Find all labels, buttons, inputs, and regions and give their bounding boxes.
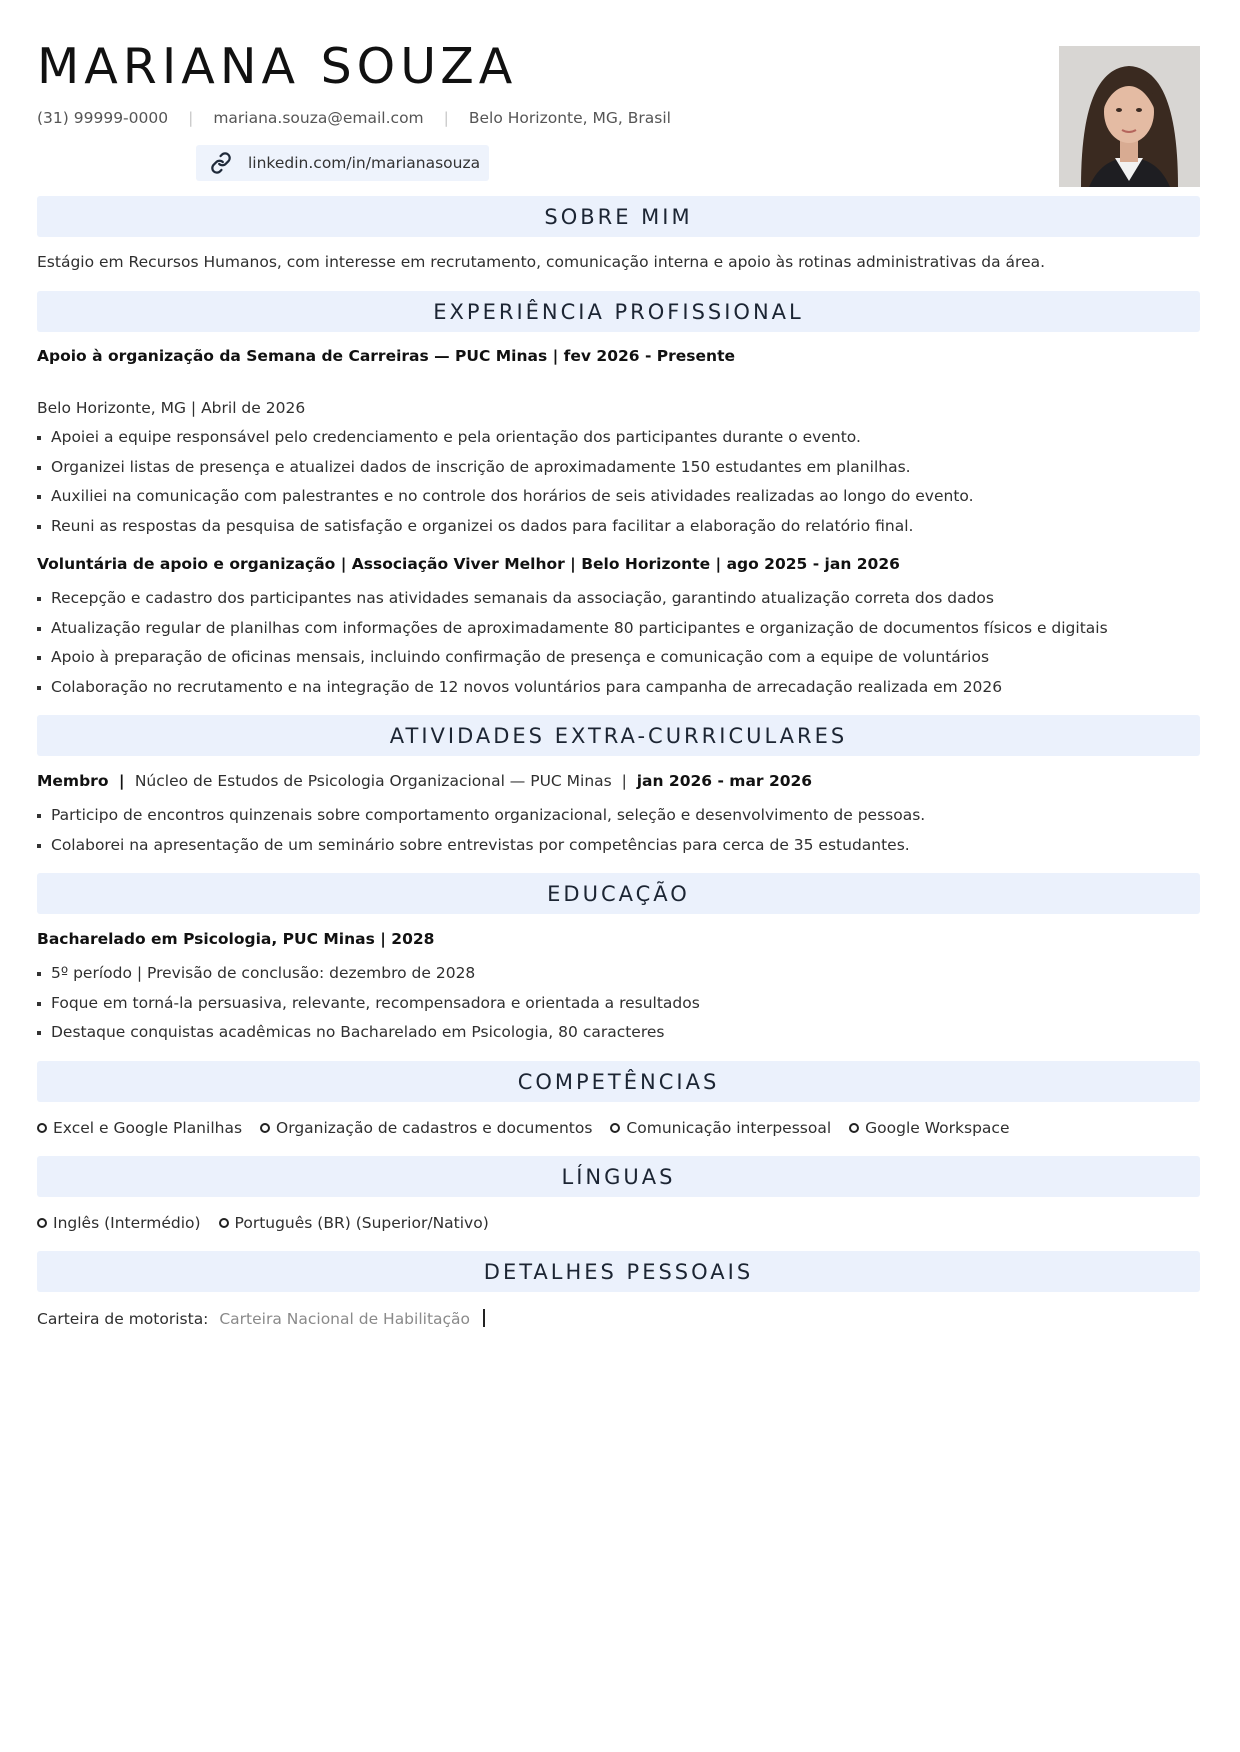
link-icon bbox=[210, 152, 232, 174]
section-header-education: EDUCAÇÃO bbox=[37, 873, 1200, 914]
separator: | bbox=[443, 109, 449, 127]
skill-label: Organização de cadastros e documentos bbox=[276, 1119, 593, 1137]
language-label: Inglês (Intermédio) bbox=[53, 1214, 201, 1232]
skill-item bbox=[37, 1119, 242, 1137]
linkedin-url: linkedin.com/in/marianasouza bbox=[248, 154, 481, 172]
list-item: Reuni as respostas da pesquisa de satisfação e organizei os dados para facilitar a elaboração do relatório final. bbox=[37, 512, 974, 542]
profile-photo bbox=[1059, 46, 1200, 187]
separator: | bbox=[113, 772, 130, 790]
skill-item bbox=[610, 1119, 831, 1137]
skill-item bbox=[849, 1119, 1009, 1137]
experience-subline: Belo Horizonte, MG | Abril de 2026 bbox=[37, 399, 306, 417]
skills-list bbox=[37, 1119, 1027, 1137]
section-header-about: SOBRE MIM bbox=[37, 196, 1200, 237]
skill-label: Comunicação interpessoal bbox=[626, 1119, 832, 1137]
circle-bullet-icon bbox=[219, 1218, 229, 1228]
extracurricular-period: jan 2026 - mar 2026 bbox=[636, 772, 813, 790]
driver-license-value[interactable]: Carteira Nacional de Habilitação bbox=[219, 1310, 471, 1328]
text-cursor bbox=[483, 1309, 485, 1327]
experience-bullets bbox=[37, 423, 974, 541]
candidate-name: MARIANA SOUZA bbox=[37, 38, 518, 95]
contact-line bbox=[37, 109, 671, 127]
circle-bullet-icon bbox=[849, 1123, 859, 1133]
phone: (31) 99999-0000 bbox=[37, 109, 169, 127]
location: Belo Horizonte, MG, Brasil bbox=[468, 109, 671, 127]
circle-bullet-icon bbox=[37, 1123, 47, 1133]
education-heading: Bacharelado em Psicologia, PUC Minas | 2028 bbox=[37, 930, 435, 948]
list-item: Colaboração no recrutamento e na integração de 12 novos voluntários para campanha de arrecadação realizada em 2026 bbox=[37, 673, 1108, 703]
skill-item bbox=[260, 1119, 592, 1137]
section-header-experience: EXPERIÊNCIA PROFISSIONAL bbox=[37, 291, 1200, 332]
skill-label: Google Workspace bbox=[865, 1119, 1010, 1137]
experience-heading: Apoio à organização da Semana de Carreiras — PUC Minas | fev 2026 - Presente bbox=[37, 347, 735, 365]
section-header-languages: LÍNGUAS bbox=[37, 1156, 1200, 1197]
list-item: Organizei listas de presença e atualizei dados de inscrição de aproximadamente 150 estudantes em planilhas. bbox=[37, 453, 974, 483]
education-bullets bbox=[37, 959, 700, 1048]
extracurricular-heading bbox=[37, 772, 812, 790]
list-item: 5º período | Previsão de conclusão: dezembro de 2028 bbox=[37, 959, 700, 989]
driver-license-row bbox=[37, 1309, 485, 1328]
section-header-extracurricular: ATIVIDADES EXTRA-CURRICULARES bbox=[37, 715, 1200, 756]
list-item: Atualização regular de planilhas com informações de aproximadamente 80 participantes e organização de documentos físicos e digitais bbox=[37, 614, 1108, 644]
list-item: Colaborei na apresentação de um seminário sobre entrevistas por competências para cerca de 35 estudantes. bbox=[37, 831, 925, 861]
extracurricular-bullets bbox=[37, 801, 925, 860]
list-item: Recepção e cadastro dos participantes nas atividades semanais da associação, garantindo atualização correta dos dados bbox=[37, 584, 1108, 614]
separator: | bbox=[616, 772, 632, 790]
circle-bullet-icon bbox=[610, 1123, 620, 1133]
list-item: Participo de encontros quinzenais sobre comportamento organizacional, seleção e desenvolvimento de pessoas. bbox=[37, 801, 925, 831]
experience-heading: Voluntária de apoio e organização | Associação Viver Melhor | Belo Horizonte | ago 2025 - jan 2026 bbox=[37, 555, 900, 573]
list-item: Auxiliei na comunicação com palestrantes e no controle dos horários de seis atividades realizadas ao longo do evento. bbox=[37, 482, 974, 512]
list-item: Apoiei a equipe responsável pelo credenciamento e pela orientação dos participantes durante o evento. bbox=[37, 423, 974, 453]
extracurricular-org: Núcleo de Estudos de Psicologia Organizacional — PUC Minas bbox=[134, 772, 612, 790]
languages-list bbox=[37, 1214, 507, 1232]
about-text: Estágio em Recursos Humanos, com interesse em recrutamento, comunicação interna e apoio às rotinas administrativas da área. bbox=[37, 253, 1046, 271]
section-header-personal: DETALHES PESSOAIS bbox=[37, 1251, 1200, 1292]
list-item: Foque em torná-la persuasiva, relevante, recompensadora e orientada a resultados bbox=[37, 989, 700, 1019]
language-label: Português (BR) (Superior/Nativo) bbox=[234, 1214, 489, 1232]
section-header-skills: COMPETÊNCIAS bbox=[37, 1061, 1200, 1102]
language-item bbox=[37, 1214, 201, 1232]
driver-license-label: Carteira de motorista: bbox=[37, 1310, 209, 1328]
skill-label: Excel e Google Planilhas bbox=[53, 1119, 243, 1137]
extracurricular-role: Membro bbox=[37, 772, 109, 790]
experience-bullets bbox=[37, 584, 1108, 702]
list-item: Apoio à preparação de oficinas mensais, incluindo confirmação de presença e comunicação com a equipe de voluntários bbox=[37, 643, 1108, 673]
list-item: Destaque conquistas acadêmicas no Bacharelado em Psicologia, 80 caracteres bbox=[37, 1018, 700, 1048]
circle-bullet-icon bbox=[260, 1123, 270, 1133]
separator: | bbox=[188, 109, 194, 127]
language-item bbox=[219, 1214, 489, 1232]
portrait-image bbox=[1059, 46, 1200, 187]
circle-bullet-icon bbox=[37, 1218, 47, 1228]
linkedin-link[interactable] bbox=[196, 145, 489, 181]
email[interactable]: mariana.souza@email.com bbox=[213, 109, 424, 127]
